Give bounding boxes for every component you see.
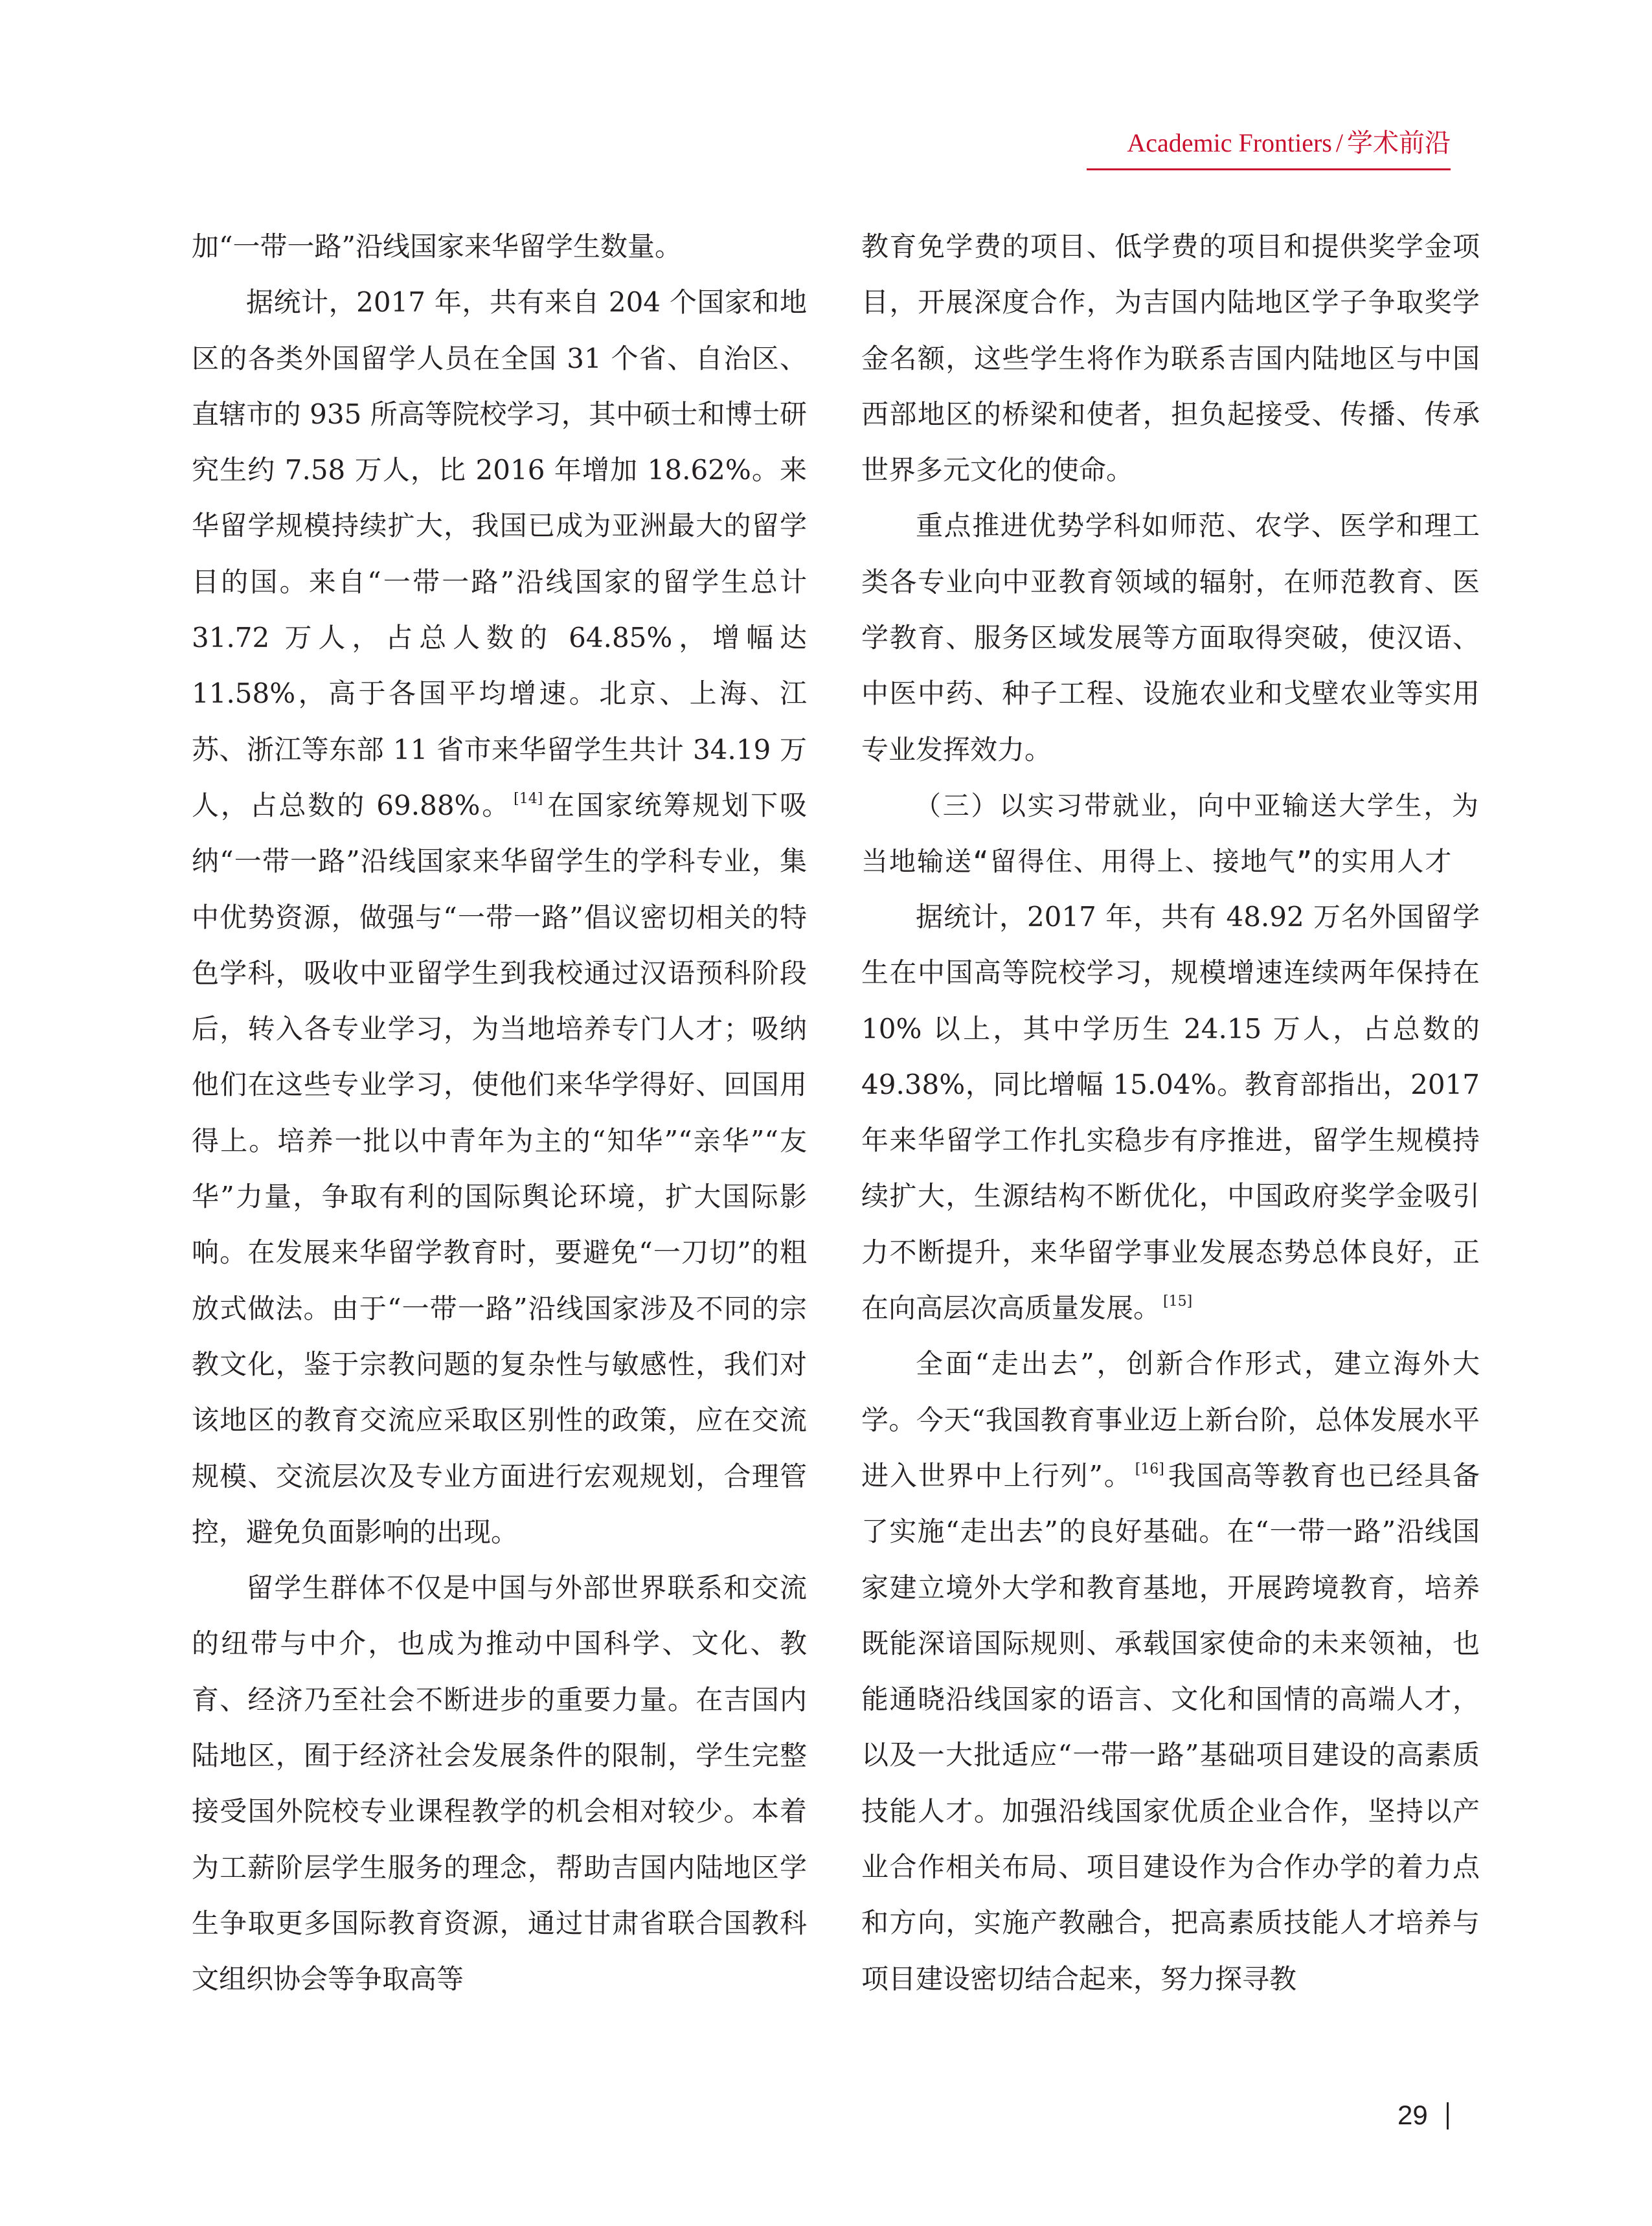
paragraph-text-tail: 在国家统筹规划下吸纳“一带一路”沿线国家来华留学生的学科专业，集中优势资源，做强与“一带一路”倡议密切相关的特色学科，吸收中亚留学生到我校通过汉语预科阶段后，转入各专业学习，为当地培养专门人才；吸纳他们在这些专业学习，使他们来华学得好、回国用得上。培养一批以中青年为主的“知华”“亲华”“友华”力量，争取有利的国际舆论环境，扩大国际影响。在发展来华留学教育时，要避免“一刀切”的粗放式做法。由于“一带一路”沿线国家涉及不同的宗教文化，鉴于宗教问题的复杂性与敏感性，我们对该地区的教育交流应采取区别性的政策，应在交流规模、交流层次及专业方面进行宏观规划，合理管控，避免负面影响的出现。: [192, 789, 807, 1548]
paragraph-text: 据统计，2017 年，共有 48.92 万名外国留学生在中国高等院校学习，规模增速连续两年保持在 10% 以上，其中学历生 24.15 万人，占总数的 49.38%，同比增幅 15.04%。教育部指出，2017 年来华留学工作扎实稳步有序推进，留学生规模持续扩大，生源结构不断优化，中国政府奖学金吸引力不断提升，来华留学事业发展态势总体良好，正在向高层次高质量发展。: [861, 900, 1480, 1324]
paragraph-priority-disciplines: 重点推进优势学科如师范、农学、医学和理工类各专业向中亚教育领域的辐射，在师范教育、医学教育、服务区域发展等方面取得突破，使汉语、中医中药、种子工程、设施农业和戈壁农业等实用专业发挥效力。: [861, 510, 1480, 766]
section-heading: （三）以实习带就业，向中亚输送大学生，为当地输送“留得住、用得上、接地气”的实用人才: [861, 789, 1480, 877]
paragraph-continuation: 教育免学费的项目、低学费的项目和提供奖学金项目，开展深度合作，为吉国内陆地区学子争取奖学金名额，这些学生将作为联系吉国内陆地区与中国西部地区的桥梁和使者，担负起接受、传播、传承世界多元文化的使命。: [861, 231, 1480, 486]
citation-ref-16[interactable]: [16]: [1135, 1460, 1164, 1477]
header-english: Academic Frontiers: [1127, 128, 1332, 157]
right-column: [861, 219, 1480, 2007]
citation-ref-15[interactable]: [15]: [1163, 1293, 1193, 1310]
header-separator: /: [1335, 128, 1343, 157]
header-chinese: 学术前沿: [1347, 128, 1451, 158]
page-number: 29: [1397, 2100, 1428, 2130]
page-number-divider: [1447, 2102, 1449, 2129]
paragraph-continuation: 加“一带一路”沿线国家来华留学生数量。: [192, 231, 682, 262]
citation-ref-14[interactable]: [14]: [514, 790, 543, 807]
paragraph-statistics-2017: [192, 275, 807, 1560]
paragraph-text: 全面“走出去”，创新合作形式，建立海外大学。今天“我国教育事业迈上新台阶，总体发展水平进入世界中上行列”。: [861, 1348, 1480, 1492]
left-column: [192, 219, 807, 2008]
paragraph-statistics-48-92: [861, 889, 1480, 1336]
paragraph-going-global: [861, 1336, 1480, 2007]
running-header: [1087, 123, 1451, 170]
paragraph-text: 据统计，2017 年，共有来自 204 个国家和地区的各类外国留学人员在全国 31 个省、自治区、直辖市的 935 所高等院校学习，其中硕士和博士研究生约 7.58 万人，比 2016 年增加 18.62%。来华留学规模持续扩大，我国已成为亚洲最大的留学目的国。来自“一带一路”沿线国家的留学生总计 31.72 万人，占总人数的 64.85%，增幅达 11.58%，高于各国平均增速。北京、上海、江苏、浙江等东部 11 省市来华留学生共计 34.19 万人，占总数的 69.88%。: [192, 286, 807, 821]
paragraph-student-groups: 留学生群体不仅是中国与外部世界联系和交流的纽带与中介，也成为推动中国科学、文化、教育、经济乃至社会不断进步的重要力量。在吉国内陆地区，囿于经济社会发展条件的限制，学生完整接受国外院校专业课程教学的机会相对较少。本着为工薪阶层学生服务的理念，帮助吉国内陆地区学生争取更多国际教育资源，通过甘肃省联合国教科文组织协会等争取高等: [192, 1572, 807, 1995]
paragraph-text-tail: 我国高等教育也已经具备了实施“走出去”的良好基础。在“一带一路”沿线国家建立境外大学和教育基地，开展跨境教育，培养既能深谙国际规则、承载国家使命的未来领袖，也能通晓沿线国家的语言、文化和国情的高端人才，以及一大批适应“一带一路”基础项目建设的高素质技能人才。加强沿线国家优质企业合作，坚持以产业合作相关布局、项目建设作为合作办学的着力点和方向，实施产教融合，把高素质技能人才培养与项目建设密切结合起来，努力探寻教: [861, 1459, 1480, 1995]
